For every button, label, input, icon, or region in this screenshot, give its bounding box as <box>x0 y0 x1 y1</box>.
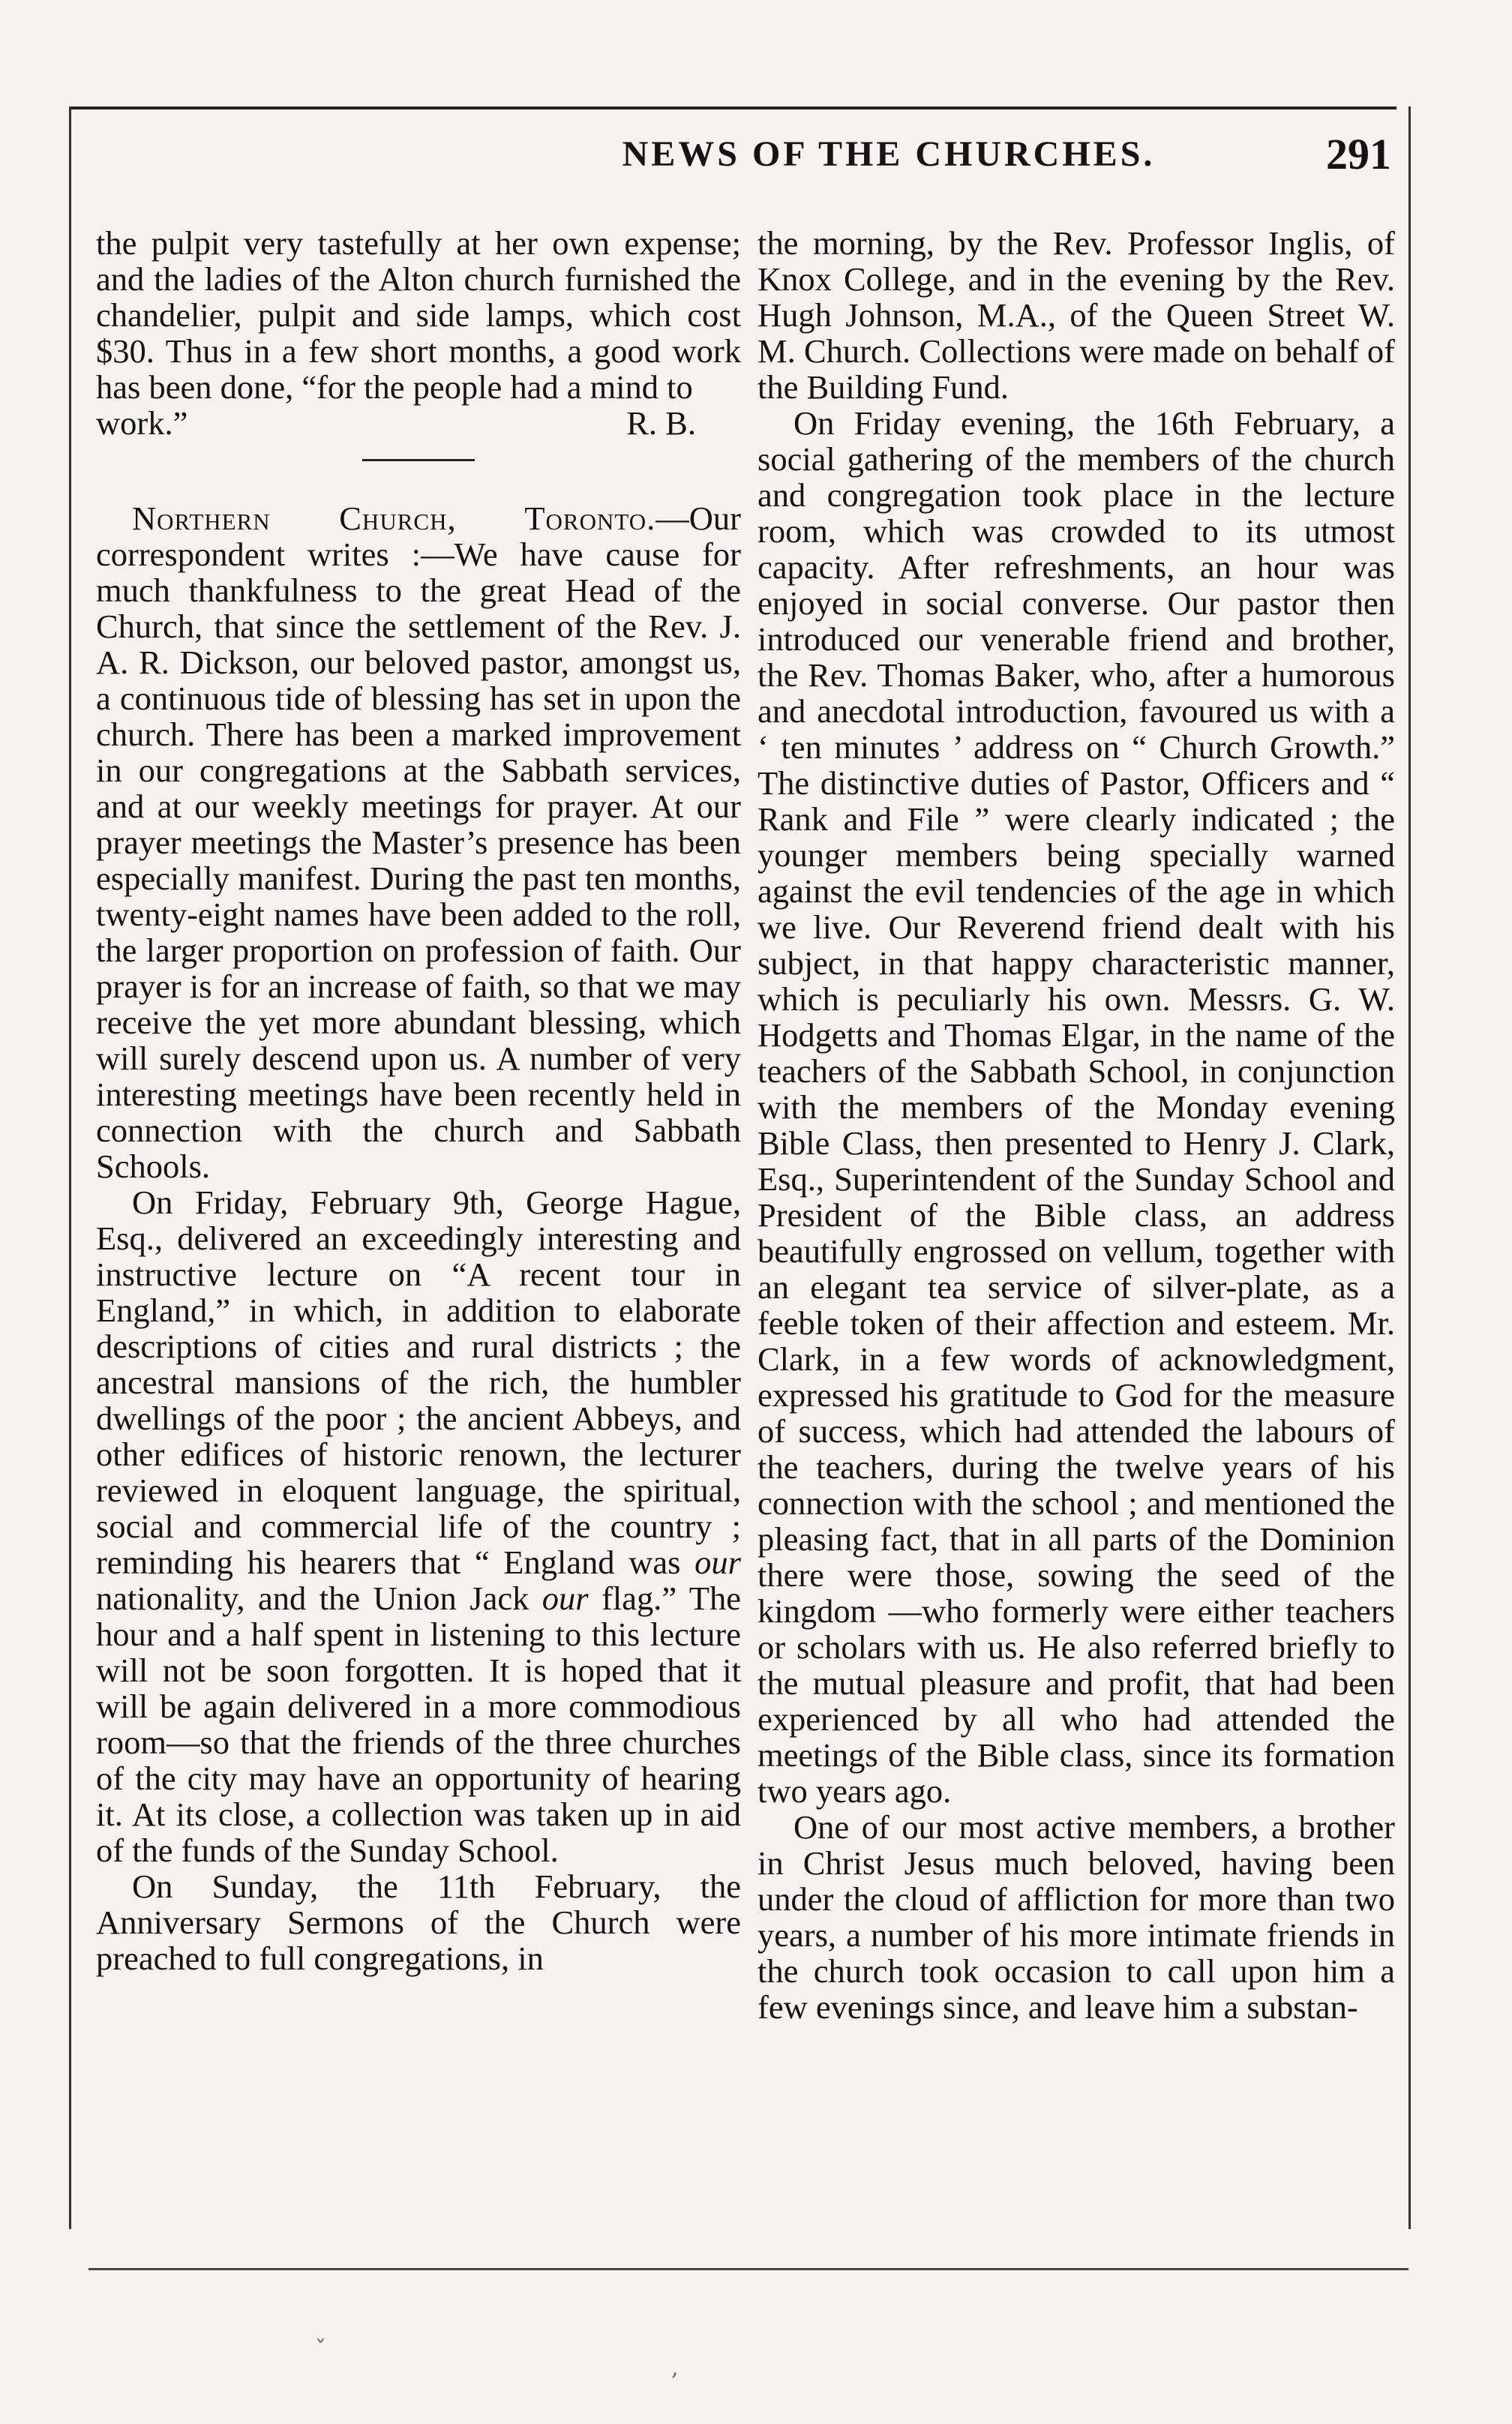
scan-speck: , <box>671 2355 679 2381</box>
paragraph <box>758 225 1395 405</box>
running-head: NEWS OF THE CHURCHES. <box>622 134 1156 174</box>
paragraph-text: the morning, by the Rev. Professor Inglis, of Knox College, and in the evening by the Rev. Hugh Johnson, M.A., of the Queen Street W. M. Church. Collections were made on behalf of the Building Fund. <box>758 224 1395 406</box>
paragraph <box>758 405 1395 1809</box>
signature-line <box>96 405 741 441</box>
paragraph-text: the pulpit very tastefully at her own expense; and the ladies of the Alton church furnished the chandelier, pulpit and side lamps, which cost $30. Thus in a few short months, a good work has been done, “for the people had a mind to <box>96 224 741 406</box>
left-rule <box>69 106 71 2229</box>
left-column <box>96 225 741 1976</box>
emphasis: our <box>694 1544 741 1581</box>
section-divider <box>362 459 475 461</box>
paragraph-text: One of our most active members, a brother in Christ Jesus much beloved, having been under the cloud of affliction for more than two years, a number of his more intimate friends in the church took occasion to call upon him a few evenings since, and leave him a substan- <box>758 1808 1395 2026</box>
paragraph <box>96 225 741 405</box>
paragraph-text: On Friday, February 9th, George Hague, Esq., delivered an exceedingly interesting and instructive lecture on “A recent tour in England,” in which, in addition to elaborate descriptions of cities and rural districts ; the ancestral mansions of the rich, the humbler dwellings of the poor ; the ancient Abbeys, and other edifices of historic renown, the lecturer reviewed in eloquent language, the spiritual, social and commercial life of the country ; reminding his hearers that “ England was <box>96 1184 741 1581</box>
paragraph-text: —Our correspondent writes :—We have cause for much thankfulness to the great Head of the Church, that since the settlement of the Rev. J. A. R. Dickson, our beloved pastor, amongst us, a continuous tide of blessing has set in upon the church. There has been a marked improvement in our congregations at the Sabbath services, and at our weekly meetings for prayer. At our prayer meetings the Master’s presence has been especially manifest. During the past ten months, twenty-eight names have been added to the roll, the larger proportion on profession of faith. Our prayer is for an increase of faith, so that we may receive the yet more abundant blessing, which will surely descend upon us. A number of very interesting meetings have been recently held in connection with the church and Sabbath Schools. <box>96 500 741 1185</box>
bottom-rule <box>88 2268 1408 2270</box>
scan-speck: ˇ <box>315 2336 326 2362</box>
paragraph-text: nationality, and the Union Jack <box>96 1580 542 1617</box>
right-rule <box>1408 106 1411 2229</box>
paragraph-text: On Friday evening, the 16th February, a social gathering of the members of the church and congregation took place in the lecture room, which was crowded to its utmost capacity. After refreshments, an hour was enjoyed in social converse. Our pastor then introduced our venerable friend and brother, the Rev. Thomas Baker, who, after a humorous and anecdotal introduction, favoured us with a ‘ ten minutes ’ address on “ Church Growth.” The distinctive duties of Pastor, Officers and “ Rank and File ” were clearly indicated ; the younger members being specially warned against the evil tendencies of the age in which we live. Our Reverend friend dealt with his subject, in that happy characteristic manner, which is peculiarly his own. Messrs. G. W. Hodgetts and Thomas Elgar, in the name of the teachers of the Sabbath School, in conjunction with the members of the Monday evening Bible Class, then presented to Henry J. Clark, Esq., Superintendent of the Sunday School and President of the Bible class, an address beautifully engrossed on vellum, together with an elegant tea service of silver-plate, as a feeble token of their affection and esteem. Mr. Clark, in a few words of acknowledgment, expressed his gratitude to God for the measure of success, which had attended the labours of the teachers, during the twelve years of his connection with the school ; and mentioned the pleasing fact, that in all parts of the Dominion there were those, sowing the seed of the kingdom —who formerly were either teachers or scholars with us. He also referred briefly to the mutual pleasure and profit, that had been experienced by all who had attended the meetings of the Bible class, since its formation two years ago. <box>758 404 1395 1810</box>
section-heading: Northern Church, Toronto. <box>132 500 656 537</box>
right-column <box>758 225 1395 2025</box>
paragraph <box>758 1809 1395 2025</box>
emphasis: our <box>542 1580 589 1617</box>
signature: R. B. <box>626 404 696 442</box>
paragraph-text: On Sunday, the 11th February, the Anniversary Sermons of the Church were preached to full congregations, in <box>96 1868 741 1977</box>
paragraph <box>96 1868 741 1976</box>
paragraph <box>96 500 741 1184</box>
page-number: 291 <box>1326 130 1391 178</box>
paragraph-text: work.” <box>96 404 188 442</box>
paragraph <box>96 1184 741 1868</box>
top-rule <box>69 106 1396 110</box>
paragraph-text: flag.” The hour and a half spent in listening to this lecture will not be soon forgotten. It is hoped that it will be again delivered in a more commodious room—so that the friends of the three churches of the city may have an opportunity of hearing it. At its close, a collection was taken up in aid of the funds of the Sunday School. <box>96 1580 741 1869</box>
